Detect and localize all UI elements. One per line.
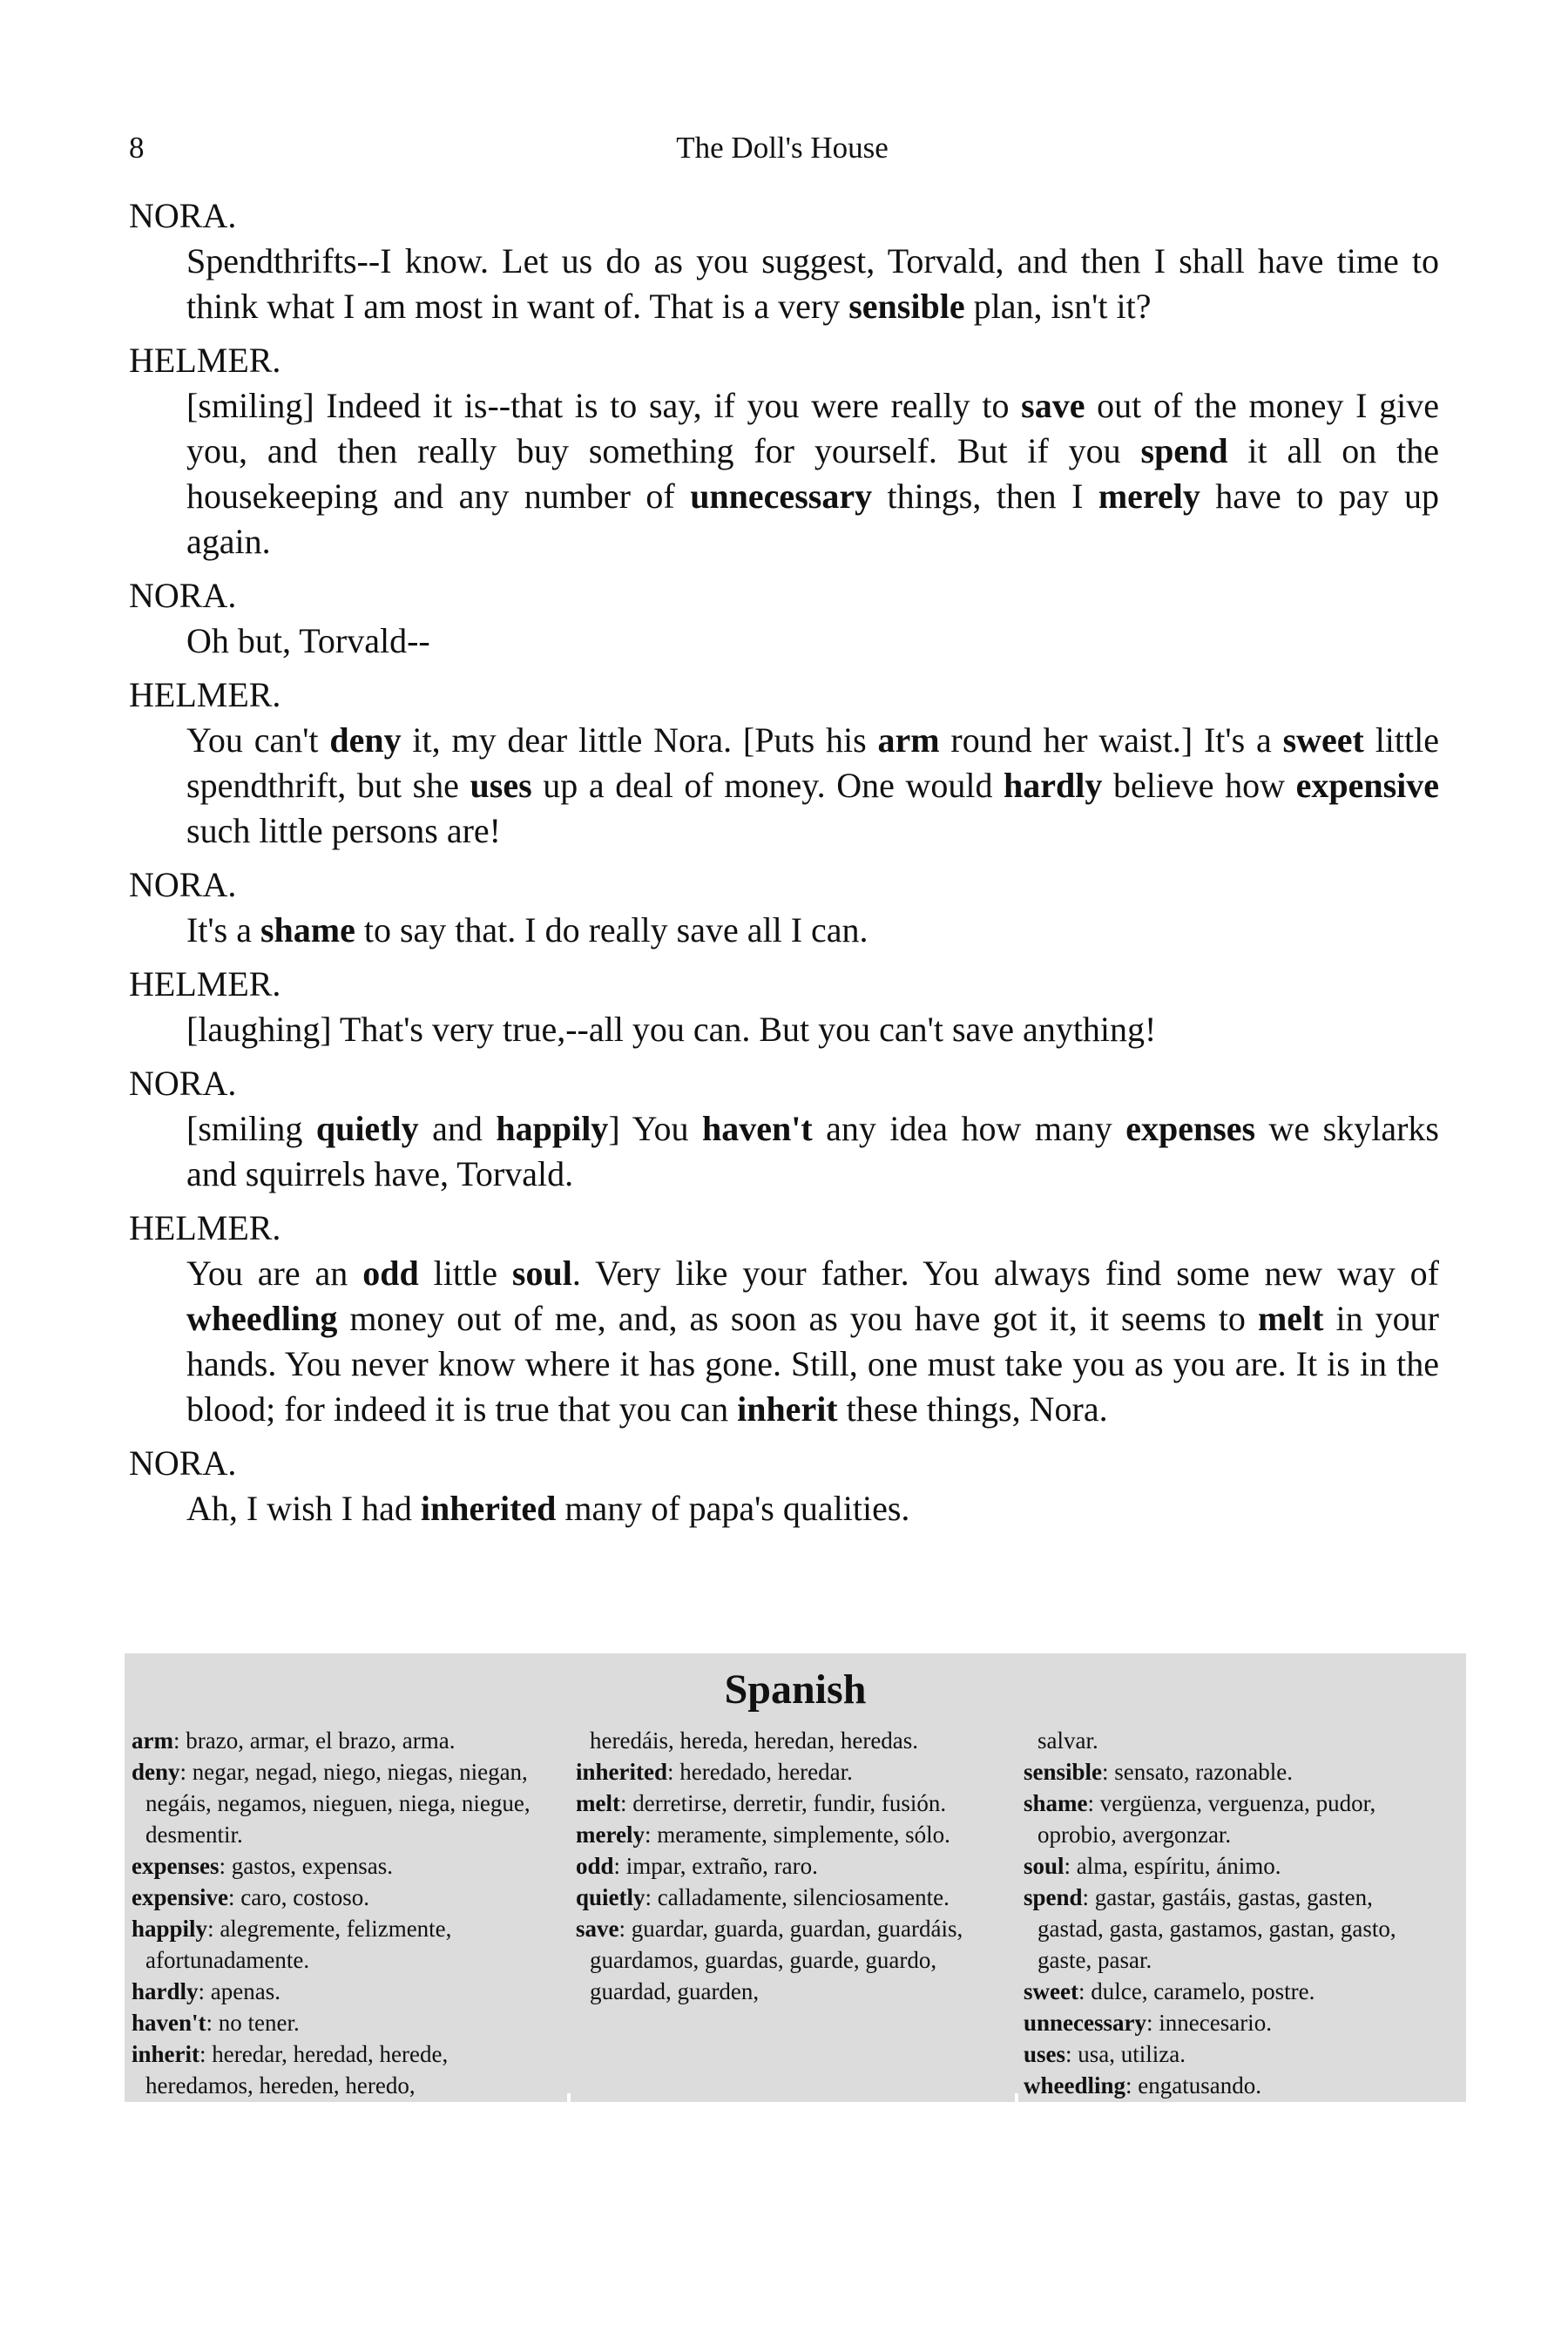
glossary-translation: : heredar, heredad, herede, heredamos, hereden, heredo, [145,2041,449,2099]
speaker-name: HELMER. [129,341,281,380]
vocabulary-word: expenses [1125,1109,1256,1148]
glossary-translation: : innecesario. [1146,2010,1272,2036]
glossary-translation: : apenas. [198,1978,280,2004]
column-gap [567,2093,571,2102]
glossary-translation: : alma, espíritu, ánimo. [1064,1853,1281,1879]
speech-fragment: You are an [186,1254,363,1293]
glossary-term: uses [1024,2041,1066,2067]
speaker-name: NORA. [129,196,237,235]
speech-fragment: Spendthrifts--I know. Let us do as you suggest, Torvald, and then I shall have time to think what I am most in want of. That is a very [186,241,1439,326]
speech-text [186,908,1439,953]
spanish-glossary [125,1653,1466,2102]
vocabulary-word: sensible [848,287,965,326]
vocabulary-word: melt [1257,1299,1324,1338]
glossary-term: expenses [132,1853,220,1879]
speech-fragment: round her waist.] It's a [939,720,1283,760]
speech-fragment: many of papa's qualities. [556,1489,910,1528]
speech-fragment: these things, Nora. [837,1389,1108,1429]
speech-fragment: things, then I [872,476,1098,516]
glossary-translation: : heredado, heredar. [667,1759,853,1785]
glossary-term: inherited [576,1759,667,1785]
glossary-term: hardly [132,1978,199,2004]
glossary-translation: : gastar, gastáis, gastas, gasten, gastad, gasta, gastamos, gastan, gasto, gaste, pasar. [1037,1884,1396,1973]
speech-fragment: such little persons are! [186,811,501,850]
glossary-entry [576,1882,990,1913]
speech-fragment: any idea how many [812,1109,1126,1148]
glossary-term: soul [1024,1853,1064,1879]
glossary-column-1 [132,1725,545,2101]
glossary-entry [132,2038,545,2101]
glossary-entry [132,1756,545,1850]
glossary-column-3 [1024,1725,1437,2101]
vocabulary-word: uses [470,766,532,805]
speech-fragment: money out of me, and, as soon as you have got it, it seems to [337,1299,1258,1338]
glossary-term: unnecessary [1024,2010,1146,2036]
speech-fragment: believe how [1102,766,1296,805]
speaker-name: HELMER. [129,1208,281,1247]
speech-text [186,1106,1439,1197]
speech-fragment: it, my dear little Nora. [Puts his [401,720,878,760]
glossary-translation: : gastos, expensas. [219,1853,393,1879]
glossary-entry [1024,1725,1437,1756]
speech-fragment: little spendthrift, but she [186,720,1440,805]
glossary-term: melt [576,1790,620,1816]
speech-fragment: up a deal of money. One would [531,766,1004,805]
vocabulary-word: haven't [701,1109,813,1148]
vocabulary-word: inherit [737,1389,838,1429]
glossary-entry [1024,1976,1437,2007]
glossary-entry [132,1882,545,1913]
vocabulary-word: save [1021,386,1085,425]
speech-fragment: and [418,1109,497,1148]
glossary-entry [1024,2070,1437,2101]
glossary-entry [132,2007,545,2038]
page-header [129,131,1436,171]
glossary-title: Spanish [724,1666,867,1713]
glossary-translation: : caro, costoso. [228,1884,369,1910]
glossary-column-2 [576,1725,990,2007]
glossary-entry [132,1850,545,1882]
speech-fragment: . Very like your father. You always find some new way of [571,1254,1439,1293]
glossary-term: wheedling [1024,2072,1126,2099]
vocabulary-word: unnecessary [690,476,873,516]
glossary-entry [132,1913,545,1976]
glossary-translation: : dulce, caramelo, postre. [1078,1978,1315,2004]
glossary-entry [576,1725,990,1756]
speech-fragment: You can't [186,720,330,760]
speech-fragment: in your hands. You never know where it has gone. Still, one must take you as you are. It is in the blood; for indeed it is true that you can [186,1299,1440,1429]
glossary-term: arm [132,1727,173,1754]
vocabulary-word: hardly [1004,766,1103,805]
glossary-entry [576,1819,990,1850]
speech-text [186,1007,1439,1052]
speaker-name: NORA. [129,1064,237,1103]
glossary-translation: : engatusando. [1125,2072,1261,2099]
glossary-entry [1024,2038,1437,2070]
vocabulary-word: expensive [1295,766,1440,805]
speech-text [186,618,1439,664]
speech-fragment: [smiling] Indeed it is--that is to say, if you were really to [186,386,1022,425]
speech-text [186,718,1439,854]
speech-fragment: [laughing] That's very true,--all you can. But you can't save anything! [186,1010,1157,1049]
glossary-entry [576,1913,990,2007]
glossary-entry [1024,1788,1437,1850]
vocabulary-word: happily [496,1109,609,1148]
glossary-translation: : usa, utiliza. [1065,2041,1186,2067]
speaker-name: NORA. [129,865,237,904]
glossary-term: inherit [132,2041,199,2067]
speech-fragment: Oh but, Torvald-- [186,621,430,660]
speech-text [186,383,1439,564]
glossary-translation: : brazo, armar, el brazo, arma. [172,1727,456,1754]
speech-text [186,1251,1439,1432]
page-number: 8 [129,131,145,165]
vocabulary-word: deny [329,720,402,760]
glossary-term: merely [576,1821,645,1848]
glossary-translation: : calladamente, silenciosamente. [645,1884,950,1910]
glossary-term: expensive [132,1884,228,1910]
speech-text [186,1486,1439,1531]
glossary-translation: : vergüenza, verguenza, pudor, oprobio, avergonzar. [1037,1790,1376,1848]
vocabulary-word: inherited [420,1489,557,1528]
glossary-entry [576,1756,990,1788]
glossary-translation: : alegremente, felizmente, afortunadamente. [145,1916,452,1973]
glossary-translation: : impar, extraño, raro. [613,1853,818,1879]
glossary-entry [1024,1756,1437,1788]
speech-text [186,239,1439,329]
speech-fragment: have to pay up again. [186,476,1439,561]
vocabulary-word: soul [511,1254,572,1293]
speech-fragment: out of the money I give you, and then really buy something for yourself. But if you [186,386,1439,470]
vocabulary-word: shame [260,910,355,950]
book-title: The Doll's House [676,131,889,165]
glossary-term: happily [132,1916,208,1942]
glossary-term: haven't [132,2010,206,2036]
vocabulary-word: quietly [315,1109,419,1148]
speaker-name: NORA. [129,1443,237,1483]
glossary-entry [132,1725,545,1756]
glossary-translation: : sensato, razonable. [1102,1759,1293,1785]
speech-fragment: [smiling [186,1109,316,1148]
speech-fragment: Ah, I wish I had [186,1489,421,1528]
vocabulary-word: sweet [1282,720,1364,760]
vocabulary-word: merely [1098,476,1200,516]
glossary-entry [576,1788,990,1819]
vocabulary-word: wheedling [186,1299,338,1338]
speech-fragment: we skylarks and squirrels have, Torvald. [186,1109,1439,1193]
speech-fragment: to say that. I do really save all I can. [355,910,868,950]
vocabulary-word: odd [362,1254,419,1293]
column-gap [1015,2093,1018,2102]
glossary-translation: : negar, negad, niego, niegas, niegan, negáis, negamos, nieguen, niega, niegue, desmentir. [145,1759,531,1848]
glossary-translation: : guardar, guarda, guardan, guardáis, guardamos, guardas, guarde, guardo, guardad, guarden, [590,1916,963,2004]
speech-fragment: it all on the housekeeping and any number of [186,431,1440,516]
speech-fragment: little [418,1254,512,1293]
glossary-translation: : no tener. [206,2010,300,2036]
speech-fragment: plan, isn't it? [964,287,1152,326]
glossary-entry [1024,1882,1437,1976]
vocabulary-word: arm [877,720,940,760]
glossary-term: odd [576,1853,614,1879]
glossary-term: spend [1024,1884,1083,1910]
glossary-entry [1024,2007,1437,2038]
speaker-name: HELMER. [129,964,281,1004]
glossary-entry [576,1850,990,1882]
speech-fragment: It's a [186,910,260,950]
glossary-term: quietly [576,1884,645,1910]
speech-fragment: ] You [608,1109,702,1148]
speaker-name: NORA. [129,576,237,615]
glossary-term: shame [1024,1790,1088,1816]
glossary-entry [1024,1850,1437,1882]
glossary-term: save [576,1916,619,1942]
glossary-term: sensible [1024,1759,1103,1785]
glossary-translation: heredáis, hereda, heredan, heredas. [590,1727,919,1754]
glossary-translation: : derretirse, derretir, fundir, fusión. [619,1790,947,1816]
glossary-translation: salvar. [1037,1727,1098,1754]
speaker-name: HELMER. [129,675,281,714]
dialogue-body [129,193,1439,1540]
glossary-translation: : meramente, simplemente, sólo. [644,1821,950,1848]
glossary-term: deny [132,1759,180,1785]
glossary-term: sweet [1024,1978,1078,2004]
glossary-entry [132,1976,545,2007]
vocabulary-word: spend [1140,431,1228,470]
